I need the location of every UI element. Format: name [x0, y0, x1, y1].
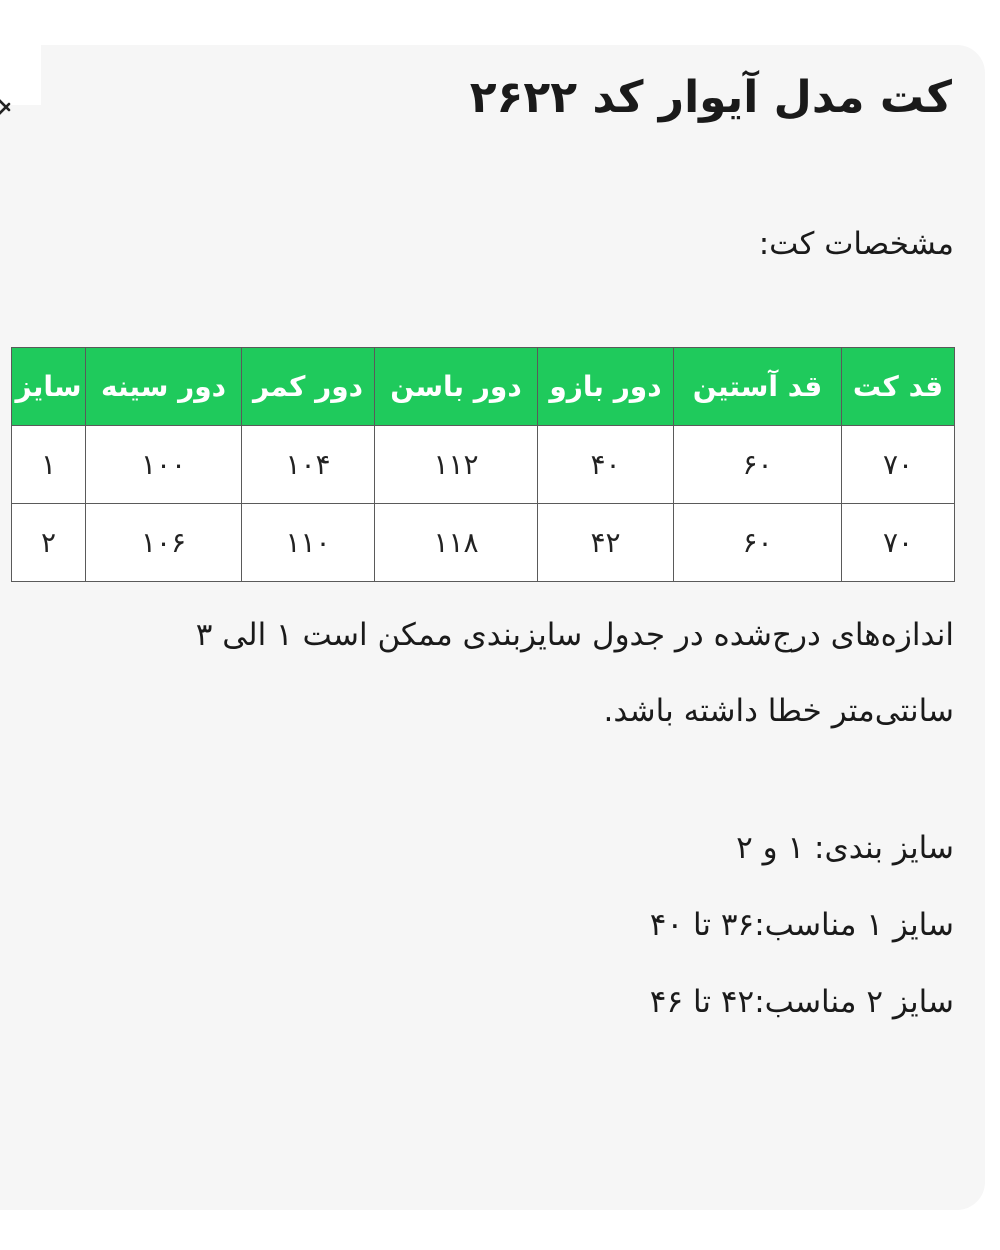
size-1-fit: سایز ۱ مناسب:۳۶ تا ۴۰	[649, 907, 954, 943]
column-header: دور کمر	[242, 348, 375, 426]
table-cell: ۱۰۶	[86, 504, 242, 582]
table-cell: ۱۱۸	[375, 504, 538, 582]
table-header-row	[12, 348, 955, 426]
specs-heading: مشخصات کت:	[758, 226, 954, 262]
column-header: قد آستین	[674, 348, 842, 426]
table-cell: ۴۰	[538, 426, 674, 504]
table-row	[12, 426, 955, 504]
size-2-fit: سایز ۲ مناسب:۴۲ تا ۴۶	[649, 984, 954, 1020]
table-cell: ۲	[12, 504, 86, 582]
table-cell: ۷۰	[842, 426, 955, 504]
size-table	[11, 347, 955, 582]
column-header: دور بازو	[538, 348, 674, 426]
table-cell: ۱۰۰	[86, 426, 242, 504]
sizes-available: سایز بندی: ۱ و ۲	[736, 830, 954, 866]
table-cell: ۱	[12, 426, 86, 504]
table-row	[12, 504, 955, 582]
table-cell: ۶۰	[674, 504, 842, 582]
table-cell: ۶۰	[674, 426, 842, 504]
measurement-note: اندازه‌های درج‌شده در جدول سایزبندی ممکن است ۱ الی ۳ سانتی‌متر خطا داشته باشد.	[195, 617, 954, 729]
column-header: دور باسن	[375, 348, 538, 426]
product-title: کت مدل آیوار کد ۲۶۲۲	[469, 72, 952, 123]
table-cell: ۱۱۲	[375, 426, 538, 504]
close-icon[interactable]	[0, 93, 14, 121]
table-cell: ۱۱۰	[242, 504, 375, 582]
column-header: دور سینه	[86, 348, 242, 426]
table-cell: ۱۰۴	[242, 426, 375, 504]
column-header: قد کت	[842, 348, 955, 426]
table-cell: ۴۲	[538, 504, 674, 582]
close-button[interactable]	[0, 45, 41, 105]
table-cell: ۷۰	[842, 504, 955, 582]
column-header: سایز	[12, 348, 86, 426]
